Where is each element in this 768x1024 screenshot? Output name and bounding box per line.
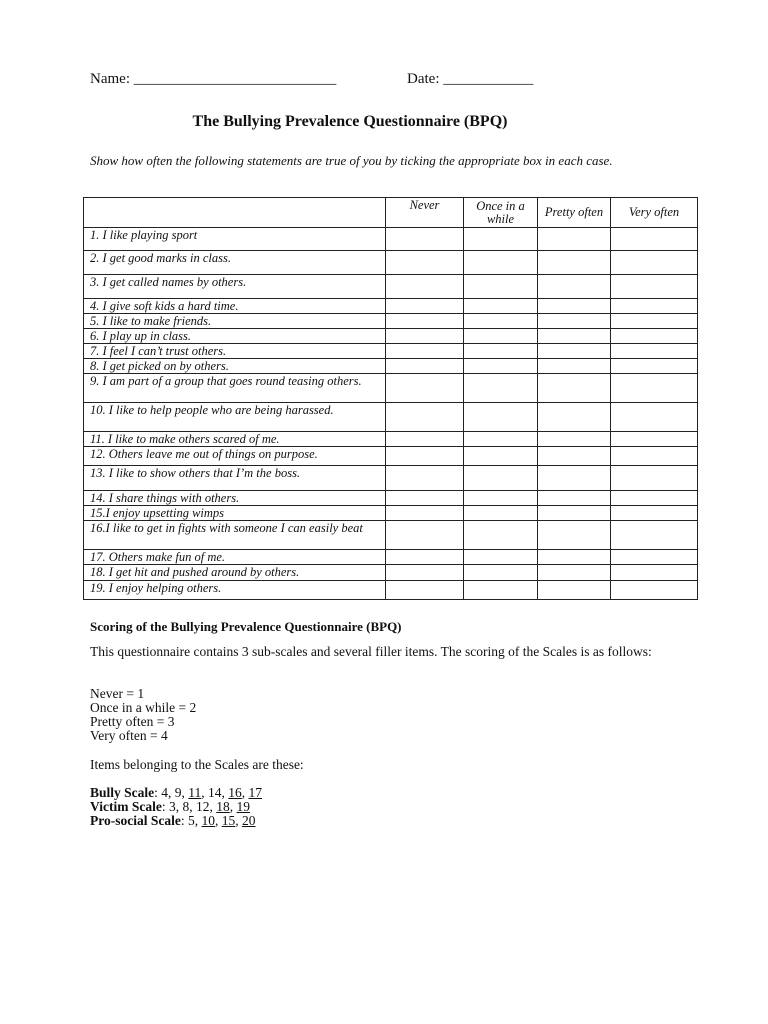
answer-box-very-often[interactable] [611,314,698,329]
question-text: 8. I get picked on by others. [84,359,386,374]
question-text: 12. Others leave me out of things on purpose. [84,447,386,466]
answer-box-never[interactable] [386,228,464,251]
table-row [84,251,698,275]
answer-box-never[interactable] [386,251,464,275]
answer-box-never[interactable] [386,344,464,359]
answer-box-once-in-a-while[interactable] [464,521,538,550]
table-row [84,432,698,447]
scale-item-number: 12 [196,799,210,814]
question-text: 2. I get good marks in class. [84,251,386,275]
table-row [84,447,698,466]
answer-box-never[interactable] [386,581,464,600]
date-field [407,71,533,88]
answer-box-never[interactable] [386,521,464,550]
answer-box-once-in-a-while[interactable] [464,565,538,581]
answer-box-once-in-a-while[interactable] [464,581,538,600]
question-text: 15.I enjoy upsetting wimps [84,506,386,521]
question-text: 7. I feel I can’t trust others. [84,344,386,359]
page-title: The Bullying Prevalence Questionnaire (BPQ) [192,113,508,130]
answer-box-never[interactable] [386,275,464,299]
answer-box-pretty-often[interactable] [538,228,611,251]
score-value-never: Never = 1 [90,686,145,701]
score-value-pretty-often: Pretty often = 3 [90,714,175,729]
answer-box-never[interactable] [386,466,464,491]
answer-box-once-in-a-while[interactable] [464,432,538,447]
question-text: 1. I like playing sport [84,228,386,251]
answer-box-pretty-often[interactable] [538,344,611,359]
score-value-once-in-a-while: Once in a while = 2 [90,700,197,715]
answer-box-pretty-often[interactable] [538,403,611,432]
answer-box-once-in-a-while[interactable] [464,251,538,275]
table-row [84,344,698,359]
answer-box-once-in-a-while[interactable] [464,466,538,491]
scale-item-number: 3 [169,799,176,814]
answer-box-never[interactable] [386,374,464,403]
answer-box-never[interactable] [386,329,464,344]
answer-box-once-in-a-while[interactable] [464,275,538,299]
answer-box-once-in-a-while[interactable] [464,403,538,432]
answer-box-very-often[interactable] [611,275,698,299]
answer-box-once-in-a-while[interactable] [464,299,538,314]
table-row [84,466,698,491]
answer-box-once-in-a-while[interactable] [464,329,538,344]
scale-item-number: 18 [216,799,230,814]
scale-bully: Bully Scale: 4, 9, 11, 14, 16, 17 [90,785,263,800]
column-header-never: Never [386,198,464,228]
answer-box-very-often[interactable] [611,344,698,359]
scale-name: Pro-social Scale [90,813,181,828]
scale-item-number: 14 [208,785,222,800]
scale-pro-social: Pro-social Scale: 5, 10, 15, 20 [90,813,256,828]
answer-box-once-in-a-while[interactable] [464,447,538,466]
answer-box-once-in-a-while[interactable] [464,359,538,374]
answer-box-pretty-often[interactable] [538,506,611,521]
item-column-header [84,198,386,228]
table-row [84,403,698,432]
answer-box-pretty-often[interactable] [538,432,611,447]
scoring-title: Scoring of the Bullying Prevalence Questionnaire (BPQ) [90,619,402,634]
answer-box-once-in-a-while[interactable] [464,491,538,506]
scale-item-number: 4 [161,785,169,800]
answer-box-very-often[interactable] [611,432,698,447]
name-line: ___________________________ [133,71,337,87]
scale-item-number: 17 [248,785,263,800]
table-row [84,374,698,403]
answer-box-never[interactable] [386,550,464,565]
name-field [90,71,336,88]
table-row [84,491,698,506]
question-text: 14. I share things with others. [84,491,386,506]
scale-item-number: 16 [228,785,242,800]
table-row [84,228,698,251]
answer-box-very-often[interactable] [611,491,698,506]
answer-box-never[interactable] [386,432,464,447]
scale-item-number: 9 [174,785,182,800]
answer-box-very-often[interactable] [611,581,698,600]
table-row [84,581,698,600]
answer-box-very-often[interactable] [611,521,698,550]
question-text: 16.I like to get in fights with someone I can easily beat [84,521,386,550]
question-text: 9. I am part of a group that goes round teasing others. [84,374,386,403]
answer-box-once-in-a-while[interactable] [464,374,538,403]
scale-victim: Victim Scale: 3, 8, 12, 18, 19 [90,799,250,814]
answer-box-very-often[interactable] [611,251,698,275]
answer-box-pretty-often[interactable] [538,251,611,275]
question-text: 6. I play up in class. [84,329,386,344]
question-text: 18. I get hit and pushed around by others. [84,565,386,581]
answer-box-very-often[interactable] [611,550,698,565]
scale-item-number: 11 [188,785,202,800]
scale-item-number: 5 [188,813,195,828]
questionnaire-table [83,197,698,600]
answer-box-never[interactable] [386,299,464,314]
answer-box-very-often[interactable] [611,329,698,344]
answer-box-pretty-often[interactable] [538,581,611,600]
answer-box-pretty-often[interactable] [538,491,611,506]
scale-name: Victim Scale [90,799,162,814]
answer-box-never[interactable] [386,447,464,466]
table-row [84,275,698,299]
answer-box-pretty-often[interactable] [538,275,611,299]
answer-box-pretty-often[interactable] [538,521,611,550]
answer-box-pretty-often[interactable] [538,447,611,466]
answer-box-very-often[interactable] [611,299,698,314]
question-text: 5. I like to make friends. [84,314,386,329]
question-text: 11. I like to make others scared of me. [84,432,386,447]
table-row [84,329,698,344]
table-row [84,359,698,374]
table-row [84,521,698,550]
scale-name: Bully Scale [90,785,155,800]
answer-box-very-often[interactable] [611,403,698,432]
question-text: 19. I enjoy helping others. [84,581,386,600]
scale-item-number: 20 [242,813,256,828]
answer-box-once-in-a-while[interactable] [464,228,538,251]
scale-item-number: 8 [182,799,190,814]
answer-box-pretty-often[interactable] [538,314,611,329]
answer-box-pretty-often[interactable] [538,299,611,314]
column-header-pretty-often: Pretty often [538,198,611,228]
column-header-once-in-a-while: Once in a while [464,198,538,228]
table-row [84,314,698,329]
answer-box-pretty-often[interactable] [538,329,611,344]
answer-box-very-often[interactable] [611,565,698,581]
scoring-intro: This questionnaire contains 3 sub-scales and several filler items. The scoring of the Scales is as follows: [90,644,652,659]
answer-box-pretty-often[interactable] [538,466,611,491]
answer-box-pretty-often[interactable] [538,374,611,403]
answer-box-once-in-a-while[interactable] [464,550,538,565]
scale-item-number: 19 [236,799,250,814]
scale-item-number: 10 [201,813,215,828]
answer-box-once-in-a-while[interactable] [464,314,538,329]
name-label: Name: [90,71,130,87]
answer-box-pretty-often[interactable] [538,565,611,581]
table-row [84,550,698,565]
answer-box-never[interactable] [386,565,464,581]
answer-box-very-often[interactable] [611,374,698,403]
answer-box-very-often[interactable] [611,466,698,491]
answer-box-pretty-often[interactable] [538,550,611,565]
question-text: 17. Others make fun of me. [84,550,386,565]
score-value-very-often: Very often = 4 [90,728,168,743]
answer-box-pretty-often[interactable] [538,359,611,374]
instructions: Show how often the following statements are true of you by ticking the appropriate box in each case. [90,153,613,168]
answer-box-very-often[interactable] [611,506,698,521]
answer-box-never[interactable] [386,506,464,521]
column-header-very-often: Very often [611,198,698,228]
table-row [84,565,698,581]
answer-box-once-in-a-while[interactable] [464,344,538,359]
answer-box-very-often[interactable] [611,359,698,374]
answer-box-never[interactable] [386,403,464,432]
table-row [84,299,698,314]
table-header-row [84,198,698,228]
question-text: 4. I give soft kids a hard time. [84,299,386,314]
answer-box-never[interactable] [386,314,464,329]
answer-box-never[interactable] [386,359,464,374]
answer-box-never[interactable] [386,491,464,506]
answer-box-very-often[interactable] [611,447,698,466]
question-text: 3. I get called names by others. [84,275,386,299]
scale-item-number: 15 [221,813,236,828]
answer-box-very-often[interactable] [611,228,698,251]
table-row [84,506,698,521]
scale-items-intro: Items belonging to the Scales are these: [90,757,304,772]
date-label: Date: [407,71,440,87]
answer-box-once-in-a-while[interactable] [464,506,538,521]
question-text: 13. I like to show others that I’m the boss. [84,466,386,491]
date-line: ____________ [443,71,534,87]
question-text: 10. I like to help people who are being harassed. [84,403,386,432]
